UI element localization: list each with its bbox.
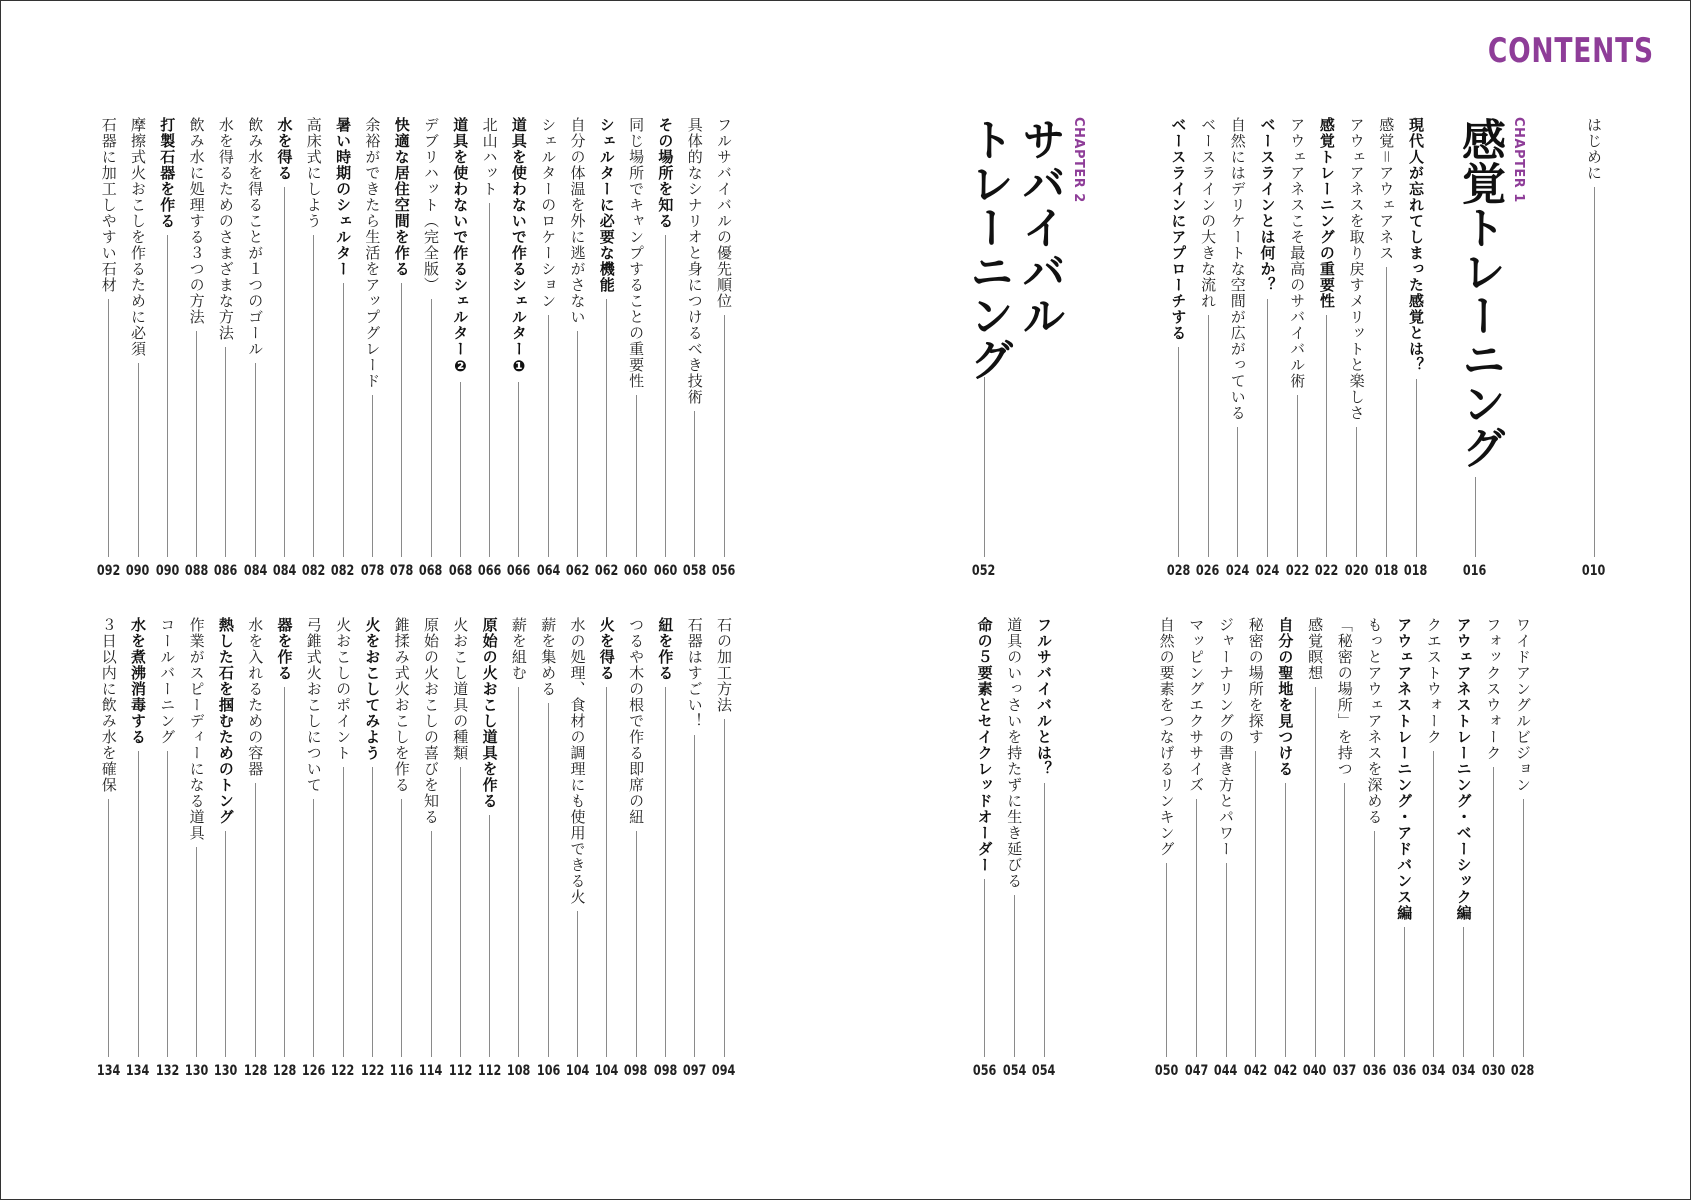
leader-line [577, 911, 578, 1057]
toc-page-number: 024 [1255, 563, 1280, 579]
toc-entry[interactable] [302, 617, 326, 1079]
toc-entry[interactable] [1422, 617, 1446, 1079]
toc-entry-text: 摩擦式火おこしを作るために必須 [129, 117, 147, 357]
toc-entry[interactable] [478, 617, 502, 1079]
toc-entry-text: 飲み水に処理する３つの方法 [187, 117, 206, 325]
toc-page-number: 097 [683, 1063, 707, 1079]
leader-line [694, 735, 695, 1057]
leader-line [255, 783, 256, 1057]
toc-page-number: 030 [1481, 1063, 1505, 1079]
toc-entry-text: 具体的なシナリオと身につけるべき技術 [685, 117, 704, 405]
leader-line [984, 377, 985, 557]
leader-line [225, 347, 226, 557]
toc-page-number: 112 [477, 1063, 502, 1079]
toc-page-number: 040 [1303, 1063, 1327, 1079]
leader-line [665, 687, 666, 1057]
toc-page-number: 034 [1451, 1063, 1476, 1079]
leader-line [108, 299, 109, 557]
toc-entry-text: 火を得る [597, 617, 616, 681]
toc-entry[interactable] [97, 117, 121, 579]
chapter-label: CHAPTER 1 [1511, 117, 1526, 203]
toc-entry[interactable] [331, 117, 355, 579]
toc-page-number: 094 [712, 1063, 736, 1079]
toc-entry-text: アウェアネスこそ最高のサバイバル術 [1288, 117, 1307, 389]
leader-line [343, 767, 344, 1057]
toc-entry-text: ベースラインとは何か？ [1258, 117, 1277, 293]
toc-page-number: 084 [272, 563, 297, 579]
chapter-2-leader [972, 371, 996, 579]
leader-line [284, 187, 285, 557]
leader-line [984, 879, 985, 1057]
toc-entry-text: 錐揉み式火おこしを作る [392, 617, 411, 793]
toc-entry-text: アウェアネスを取り戻すメリットと楽しさ [1347, 117, 1366, 421]
leader-line [196, 847, 197, 1057]
toc-entry[interactable] [973, 617, 997, 1079]
toc-entry-text: もっとアウェアネスを深める [1365, 617, 1384, 825]
toc-entry[interactable] [360, 617, 384, 1079]
toc-entry[interactable] [1333, 617, 1357, 1079]
toc-page-number: 132 [155, 1063, 179, 1079]
chapter-2-heading[interactable] [961, 117, 1086, 381]
toc-entry-text: 弓錐式火おこしについて [304, 617, 323, 793]
toc-page-number: 078 [360, 563, 385, 579]
toc-entry-text: 水の処理、食材の調理にも使用できる火 [568, 617, 587, 905]
leader-line [401, 799, 402, 1057]
toc-page-number: 082 [302, 563, 326, 579]
toc-entry[interactable] [1196, 117, 1220, 579]
toc-entry-text: 感覚瞑想 [1306, 617, 1325, 681]
toc-entry[interactable] [624, 117, 648, 579]
leader-line [372, 395, 373, 557]
leader-line [1014, 895, 1015, 1057]
toc-entry[interactable] [243, 617, 267, 1079]
toc-entry[interactable] [1155, 617, 1179, 1079]
toc-page-number: 022 [1315, 563, 1339, 579]
toc-entry-text: 同じ場所でキャンプすることの重要性 [627, 117, 646, 389]
toc-page-number: 060 [624, 563, 648, 579]
toc-entry-text: ベースラインの大きな流れ [1199, 117, 1218, 309]
toc-page-number: 128 [272, 1063, 297, 1079]
leader-line [313, 799, 314, 1057]
toc-page-number: 086 [214, 563, 238, 579]
leader-line [108, 799, 109, 1057]
toc-page-number: 066 [507, 563, 531, 579]
leader-line [1344, 783, 1345, 1057]
toc-entry-text: アウェアネストレーニング・ベーシック編 [1454, 617, 1473, 921]
toc-page-number: 134 [97, 1063, 121, 1079]
toc-page-number: 068 [419, 563, 443, 579]
toc-entry-text: ジャーナリングの書き方とパワー [1217, 617, 1235, 857]
toc-entry[interactable] [624, 617, 648, 1079]
toc-entry[interactable] [478, 117, 502, 579]
toc-page-number: 130 [184, 1063, 209, 1079]
toc-page-number: 020 [1344, 563, 1369, 579]
toc-page-number: 028 [1166, 563, 1191, 579]
toc-page-number: 098 [653, 1063, 678, 1079]
toc-entry[interactable] [126, 117, 150, 579]
leader-line [1285, 783, 1286, 1057]
leader-line [1044, 783, 1045, 1057]
toc-page-number: 114 [419, 1063, 443, 1079]
toc-page-number: 022 [1285, 563, 1309, 579]
toc-entry[interactable] [683, 117, 707, 579]
toc-page-number: 098 [624, 1063, 648, 1079]
toc-page-number: 036 [1362, 1063, 1387, 1079]
leader-line [313, 235, 314, 557]
toc-entry-text: デブリハット（完全版） [422, 117, 440, 293]
leader-line [1493, 767, 1494, 1057]
toc-page-number: 047 [1184, 1063, 1208, 1079]
toc-entry[interactable] [126, 617, 150, 1079]
toc-entry[interactable] [448, 117, 472, 579]
leader-line [1178, 347, 1179, 557]
toc-entry[interactable] [419, 617, 443, 1079]
toc-entry[interactable] [1452, 617, 1476, 1079]
toc-entry-text: 高床式にしよう [304, 117, 323, 229]
leader-line [431, 299, 432, 557]
toc-entry[interactable] [1345, 117, 1369, 579]
toc-entry-text: マッピングエクササイズ [1187, 617, 1206, 793]
leader-line [1594, 187, 1595, 557]
toc-entry[interactable] [566, 617, 590, 1079]
toc-page-number: 104 [595, 1063, 619, 1079]
toc-entry-text: 器を作る [275, 617, 294, 681]
toc-entry[interactable] [712, 617, 736, 1079]
toc-page-number: 090 [126, 563, 150, 579]
leader-line [167, 751, 168, 1057]
leader-line [518, 382, 519, 557]
toc-entry[interactable] [1166, 117, 1190, 579]
toc-entry-text: その場所を知る [656, 117, 675, 229]
chapter-1-heading[interactable] [1453, 117, 1526, 469]
leader-line [1386, 267, 1387, 557]
leader-line [665, 235, 666, 557]
chapter-label: CHAPTER 2 [1071, 117, 1086, 203]
leader-line [255, 363, 256, 557]
toc-entry-text: 薪を集める [539, 617, 558, 697]
toc-entry[interactable] [1363, 617, 1387, 1079]
toc-entry-text: 火おこしのポイント [334, 617, 353, 761]
leader-line [284, 687, 285, 1057]
toc-page-number: 010 [1582, 563, 1606, 579]
toc-entry-text: 打製石器を作る [158, 117, 177, 229]
toc-page-number: 126 [302, 1063, 326, 1079]
leader-line [1226, 863, 1227, 1057]
toc-entry[interactable] [1285, 117, 1309, 579]
toc-page-number: 116 [390, 1063, 414, 1079]
toc-entry[interactable] [507, 617, 531, 1079]
toc-entry[interactable] [1244, 617, 1268, 1079]
toc-entry-text: 道具を使わないで作るシェルター❷ [451, 117, 470, 376]
leader-line [1237, 427, 1238, 557]
toc-entry[interactable] [536, 617, 560, 1079]
toc-entry[interactable] [185, 117, 209, 579]
leader-line [1315, 687, 1316, 1057]
toc-page-number: 088 [184, 563, 209, 579]
leader-line [694, 411, 695, 557]
leader-line [577, 331, 578, 557]
toc-entry[interactable] [1256, 117, 1280, 579]
toc-entry-text: はじめに [1585, 117, 1603, 181]
toc-entry-text: 感覚トレーニングの重要性 [1317, 117, 1336, 309]
leader-line [1356, 427, 1357, 557]
leader-line [548, 703, 549, 1057]
leader-line [724, 719, 725, 1057]
toc-entry-text: 石器はすごい！ [685, 617, 704, 729]
toc-entry[interactable] [1214, 617, 1238, 1079]
toc-entry[interactable] [1184, 617, 1208, 1079]
toc-page-number: 062 [565, 563, 590, 579]
toc-entry-text: 道具のいっさいを持たずに生き延びる [1005, 617, 1024, 889]
leader-line [606, 299, 607, 557]
toc-entry[interactable] [214, 617, 238, 1079]
contents-heading: CONTENTS [1487, 31, 1654, 71]
toc-entry-text: フルサバイバルの優先順位 [715, 117, 733, 309]
toc-page-number: 026 [1196, 563, 1220, 579]
toc-entry-text: 火をおこしてみよう [363, 617, 382, 761]
toc-entry-text: 水を入れるための容器 [246, 617, 265, 777]
leader-line [460, 382, 461, 557]
toc-page-number: 064 [536, 563, 560, 579]
toc-entry[interactable] [390, 617, 414, 1079]
chapter-title-line-1: サバイバル [1014, 117, 1065, 337]
toc-entry[interactable] [331, 617, 355, 1079]
toc-page-number: 018 [1404, 563, 1428, 579]
toc-entry-text: アウェアネストレーニング・アドバンス編 [1395, 617, 1414, 921]
toc-entry-text: 石器に加工しやすい石材 [99, 117, 118, 293]
toc-page-number: 130 [214, 1063, 238, 1079]
leader-line [1255, 751, 1256, 1057]
toc-entry-text: 現代人が忘れてしまった感覚とは？ [1407, 117, 1425, 373]
toc-entry[interactable] [1303, 617, 1327, 1079]
toc-page-number: 016 [1463, 563, 1487, 579]
leader-line [1297, 395, 1298, 557]
leader-line [431, 831, 432, 1057]
leader-line [1208, 315, 1209, 557]
toc-entry-text: 快適な居住空間を作る [392, 117, 411, 277]
toc-page-number: 062 [595, 563, 619, 579]
leader-line [138, 751, 139, 1057]
toc-entry-text: フォックスウォーク [1484, 617, 1503, 761]
toc-entry[interactable] [653, 117, 677, 579]
toc-page-number: 034 [1422, 1063, 1446, 1079]
toc-page-number: 084 [243, 563, 267, 579]
toc-entry-text: 道具を使わないで作るシェルター❶ [509, 117, 528, 376]
leader-line [636, 831, 637, 1057]
chapter-title-line-2: トレーニング [962, 117, 1013, 381]
toc-entry[interactable] [1392, 617, 1416, 1079]
toc-page-number: 106 [536, 1063, 560, 1079]
toc-entry[interactable] [1002, 617, 1026, 1079]
leader-line [1267, 299, 1268, 557]
toc-page-number: 056 [972, 1063, 997, 1079]
leader-line [343, 283, 344, 557]
toc-page-number: 090 [155, 563, 179, 579]
toc-entry-text: 感覚＝アウェアネス [1377, 117, 1396, 262]
toc-entry[interactable] [360, 117, 384, 579]
toc-page-number: 066 [477, 563, 502, 579]
leader-line [1475, 477, 1476, 557]
toc-page-number: 037 [1333, 1063, 1357, 1079]
toc-entry-text: 水を得る [275, 117, 294, 181]
toc-entry-text: ３日以内に飲み水を確保 [99, 617, 118, 793]
leader-line [196, 331, 197, 557]
leader-line [1374, 831, 1375, 1057]
leader-line [225, 831, 226, 1057]
toc-entry[interactable] [507, 117, 531, 579]
toc-entry-text: 石の加工方法 [715, 617, 733, 713]
toc-page-number: 054 [1002, 1063, 1026, 1079]
leader-line [724, 315, 725, 557]
toc-entry[interactable] [155, 117, 179, 579]
toc-entry[interactable] [214, 117, 238, 579]
toc-entry[interactable] [185, 617, 209, 1079]
toc-entry-text: ベースラインにアプローチする [1169, 117, 1188, 341]
toc-entry-text: コールバーニング [158, 617, 177, 745]
toc-page-number: 042 [1273, 1063, 1298, 1079]
toc-entry[interactable] [536, 117, 560, 579]
toc-entry-text: 命の５要素とセイクレッドオーダー [975, 617, 994, 873]
toc-page-number: 108 [507, 1063, 531, 1079]
toc-entry[interactable] [1226, 117, 1250, 579]
toc-entry-text: 熱した石を掴むためのトング [216, 617, 235, 825]
toc-entry-text: 火おこし道具の種類 [451, 617, 470, 761]
toc-entry[interactable] [1404, 117, 1428, 579]
toc-entry-text: 作業がスピーディーになる道具 [187, 617, 206, 841]
toc-entry[interactable] [1315, 117, 1339, 579]
toc-entry-text: つるや木の根で作る即席の紐 [627, 617, 646, 825]
toc-entry[interactable] [273, 617, 297, 1079]
toc-page-number: 134 [126, 1063, 150, 1079]
toc-page-number: 028 [1511, 1063, 1535, 1079]
toc-entry-text: 余裕ができたら生活をアップグレード [363, 117, 382, 389]
toc-page-number: 018 [1374, 563, 1398, 579]
toc-page-number: 082 [331, 563, 355, 579]
toc-page-number: 036 [1392, 1063, 1416, 1079]
toc-entry-intro[interactable] [1582, 117, 1606, 579]
toc-entry-text: シェルターのロケーション [539, 117, 558, 309]
toc-entry[interactable] [1032, 617, 1056, 1079]
chapter-title: 感覚トレーニング [1454, 117, 1505, 469]
toc-page-number: 058 [683, 563, 707, 579]
toc-entry-text: クエストウォーク [1424, 617, 1443, 745]
leader-line [489, 815, 490, 1057]
toc-entry[interactable] [595, 117, 619, 579]
toc-entry[interactable] [97, 617, 121, 1079]
toc-page-number: 122 [331, 1063, 355, 1079]
toc-entry-text: 水を煮沸消毒する [129, 617, 147, 745]
toc-entry-text: フルサバイバルとは？ [1035, 617, 1053, 777]
leader-line [138, 363, 139, 557]
toc-entry-text: 紐を作る [656, 617, 675, 681]
leader-line [1416, 379, 1417, 557]
toc-page-number: 024 [1226, 563, 1250, 579]
toc-entry[interactable] [1273, 617, 1297, 1079]
leader-line [1463, 927, 1464, 1057]
toc-page-number: 042 [1244, 1063, 1268, 1079]
leader-line [1196, 799, 1197, 1057]
leader-line [1404, 927, 1405, 1057]
chapter-1-leader [1463, 471, 1487, 579]
toc-entry-text: 秘密の場所を探す [1246, 617, 1265, 745]
toc-entry[interactable] [683, 617, 707, 1079]
toc-entry-text: 「秘密の場所」を持つ [1335, 617, 1354, 777]
leader-line [401, 283, 402, 557]
leader-line [372, 767, 373, 1057]
toc-page-number: 052 [972, 563, 996, 579]
toc-entry-text: 暑い時期のシェルター [334, 117, 353, 277]
leader-line [1523, 799, 1524, 1057]
toc-entry-text: 水を得るためのさまざまな方法 [216, 117, 235, 341]
toc-entry[interactable] [243, 117, 267, 579]
leader-line [1326, 315, 1327, 557]
toc-entry-text: 原始の火おこしの喜びを知る [422, 617, 440, 825]
toc-entry[interactable] [1374, 117, 1398, 579]
toc-entry[interactable] [273, 117, 297, 579]
toc-page-number: 060 [653, 563, 678, 579]
toc-page-number: 054 [1032, 1063, 1056, 1079]
toc-page-number: 122 [360, 1063, 385, 1079]
leader-line [1166, 863, 1167, 1057]
toc-page-number: 056 [712, 563, 736, 579]
toc-entry[interactable] [595, 617, 619, 1079]
toc-entry-text: シェルターに必要な機能 [597, 117, 616, 293]
toc-page-number: 128 [243, 1063, 267, 1079]
toc-entry[interactable] [155, 617, 179, 1079]
toc-entry-text: ワイドアングルビジョン [1514, 617, 1532, 793]
toc-page-number: 044 [1214, 1063, 1238, 1079]
toc-entry[interactable] [1511, 617, 1535, 1079]
leader-line [518, 687, 519, 1057]
toc-entry-text: 自分の聖地を見つける [1276, 617, 1295, 777]
toc-page-number: 112 [448, 1063, 472, 1079]
toc-page-number: 078 [390, 563, 414, 579]
leader-line [460, 767, 461, 1057]
toc-entry[interactable] [390, 117, 414, 579]
leader-line [636, 395, 637, 557]
toc-entry[interactable] [653, 617, 677, 1079]
toc-entry-text: 自然の要素をつなげるリンキング [1157, 617, 1176, 857]
toc-page-number: 050 [1154, 1063, 1179, 1079]
toc-entry-text: 自然にはデリケートな空間が広がっている [1228, 117, 1247, 421]
leader-line [606, 687, 607, 1057]
toc-entry[interactable] [448, 617, 472, 1079]
toc-entry[interactable] [712, 117, 736, 579]
leader-line [489, 203, 490, 557]
toc-entry-text: 薪を組む [509, 617, 528, 681]
toc-entry[interactable] [302, 117, 326, 579]
toc-page-number: 092 [97, 563, 121, 579]
toc-entry-text: 飲み水を得ることが１つのゴール [246, 117, 265, 357]
toc-page-number: 104 [565, 1063, 590, 1079]
leader-line [167, 235, 168, 557]
toc-entry-text: 北山ハット [480, 117, 499, 197]
toc-entry-text: 自分の体温を外に逃がさない [568, 117, 587, 325]
toc-page-number: 068 [448, 563, 472, 579]
leader-line [1433, 751, 1434, 1057]
toc-entry[interactable] [1481, 617, 1505, 1079]
toc-entry[interactable] [566, 117, 590, 579]
toc-entry-text: 原始の火おこし道具を作る [480, 617, 499, 809]
toc-entry[interactable] [419, 117, 443, 579]
leader-line [548, 315, 549, 557]
